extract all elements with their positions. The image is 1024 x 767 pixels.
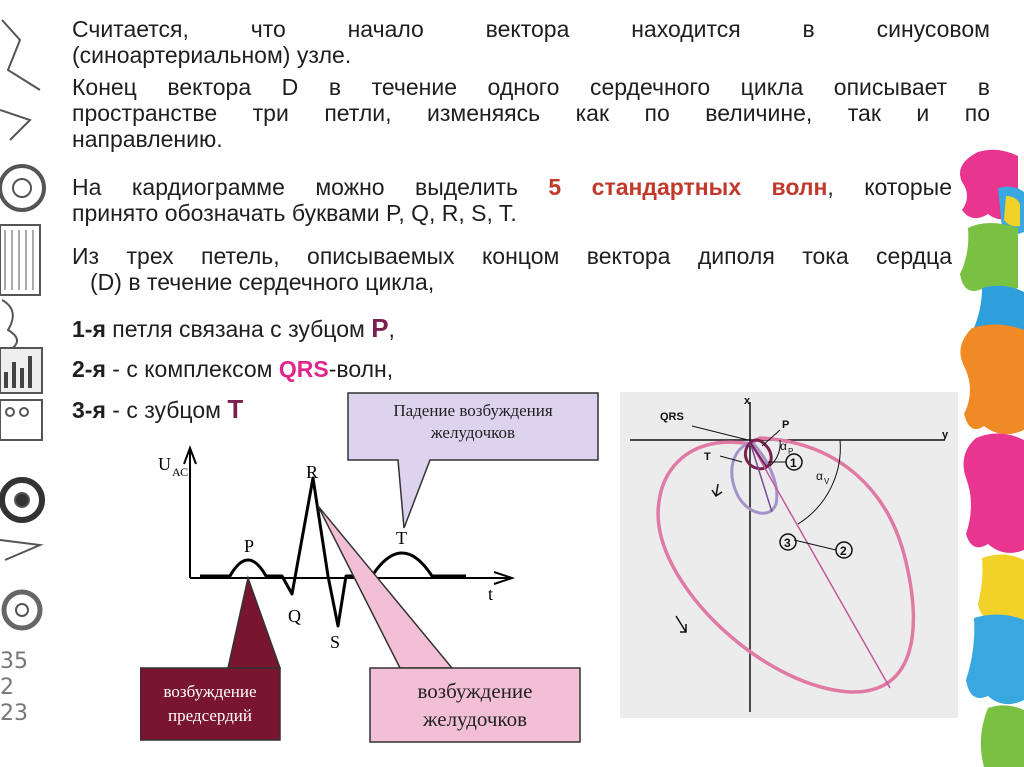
ecg-wave-p-label: P (244, 536, 255, 556)
paragraph-2-line-1: Конец вектора D в течение одного сердечного цикла описывает в (72, 74, 990, 100)
loop-2-line (72, 356, 990, 382)
ecg-trace (200, 478, 466, 626)
paragraph-3-line-1 (72, 174, 952, 200)
ecg-wave-s-label: S (330, 632, 341, 652)
vector-axis-x-label: x (744, 395, 751, 407)
vector-axis-y-label: y (942, 429, 949, 441)
ventricles-callout (370, 677, 580, 733)
vector-label-p: P (782, 419, 790, 431)
ventricle-fall-line-2: желудочков (430, 423, 516, 442)
paragraph-3-text-a: На кардиограмме можно выделить (72, 174, 549, 200)
ecg-wave-r-label: R (306, 462, 319, 482)
alpha-v-label: α (816, 469, 823, 483)
ecg-y-axis-sub: АС (172, 465, 189, 479)
loop-1-wave: P (371, 313, 389, 343)
loop-2-text: - с комплексом (105, 356, 279, 382)
five-standard-waves-highlight: 5 стандартных волн (548, 174, 828, 200)
paragraph-3-line-2: принято обозначать буквами P, Q, R, S, T. (72, 200, 517, 226)
loop-1-line (72, 315, 990, 342)
atria-callout (140, 680, 280, 728)
svg-text:23: 23 (0, 701, 28, 726)
vector-loop-diagram (620, 392, 958, 718)
atria-line-1: возбуждение (163, 682, 257, 701)
atria-pointer (228, 578, 280, 668)
atria-line-2: предсердий (168, 706, 252, 725)
ecg-x-axis-label: t (488, 584, 494, 604)
loop-1-end: , (388, 316, 395, 342)
loop-3-text: - с зубцом (105, 397, 228, 423)
paragraph-1-line-1: Считается, что начало вектора находится в синусовом (72, 16, 990, 42)
left-decor-strip (0, 0, 60, 767)
paragraph-2-line-2: пространстве три петли, изменяясь как по величине, так и по (72, 100, 990, 126)
vector-label-qrs: QRS (660, 411, 684, 423)
paragraph-3-text-b: , которые (827, 174, 952, 200)
right-decor-strip (958, 148, 1024, 767)
ecg-wave-t-label: T (396, 528, 407, 548)
loop-label-1: 1 (790, 456, 797, 470)
loop-2-number: 2-я (72, 356, 106, 382)
loop-1-text: петля связана с зубцом (105, 316, 372, 342)
paragraph-4-line-2: (D) в течение сердечного цикла, (90, 269, 435, 295)
alpha-p-label: α (780, 439, 787, 453)
loop-2-wave: QRS (278, 356, 329, 382)
alpha-p-sub: P (788, 447, 794, 456)
vector-label-t: T (704, 451, 711, 463)
ecg-y-axis-label: U (158, 454, 171, 474)
svg-text:2: 2 (0, 675, 14, 700)
loop-label-3: 3 (784, 536, 791, 550)
ventricles-line-1: возбуждение (417, 679, 533, 703)
svg-text:35: 35 (0, 649, 28, 674)
paragraph-4-line-1: Из трех петель, описываемых концом вектора диполя тока сердца (72, 243, 952, 269)
ventricles-line-2: желудочков (423, 707, 527, 731)
loop-3-wave: T (227, 394, 244, 424)
paragraph-2-line-3: направлению. (72, 126, 223, 152)
ventricle-fall-callout (348, 400, 598, 444)
loop-2-end: -волн, (328, 356, 394, 382)
loop-1-number: 1-я (72, 316, 106, 342)
loop-label-2: 2 (840, 544, 847, 558)
alpha-v-sub: V (824, 477, 830, 486)
paragraph-1-line-2: (синоартериальном) узле. (72, 42, 352, 68)
ecg-wave-q-label: Q (288, 606, 301, 626)
loop-3-number: 3-я (72, 397, 106, 423)
ventricle-fall-line-1: Падение возбуждения (393, 401, 553, 420)
